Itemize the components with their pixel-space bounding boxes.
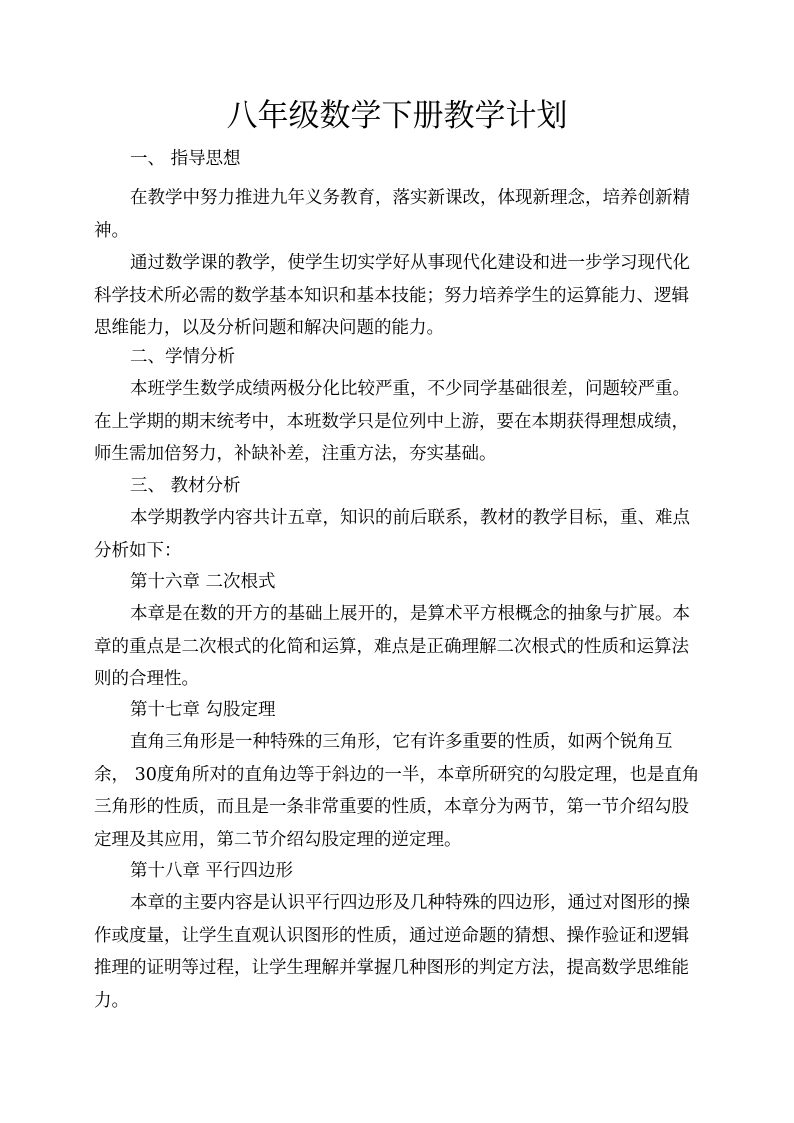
chapter-heading-18: 第十八章 平行四边形 bbox=[130, 861, 294, 881]
paragraph: 本章的主要内容是认识平行四边形及几种特殊的四边形，通过对图形的操作或度量，让学生直观认识图形的性质，通过逆命题的猜想、操作验证和逻辑推理的证明等过程，让学生理解并掌握几种图形的判定方法，提高数学思维能力。 bbox=[94, 893, 690, 1011]
chapter-heading-16: 第十六章 二次根式 bbox=[130, 572, 276, 592]
paragraph: 直角三角形是一种特殊的三角形，它有许多重要的性质，如两个锐角互余， 30度角所对的直角边等于斜边的一半，本章所研究的勾股定理，也是直角三角形的性质，而且是一条非常重要的性质，本章分为两节，第一节介绍勾股定理及其应用，第二节介绍勾股定理的逆定理。 bbox=[94, 732, 700, 850]
section-heading-guiding-ideas: 一、 指导思想 bbox=[130, 149, 241, 169]
document-title: 八年级数学下册教学计划 bbox=[226, 98, 568, 134]
section-heading-student-analysis: 二、学情分析 bbox=[130, 347, 235, 367]
chapter-heading-17: 第十七章 勾股定理 bbox=[130, 700, 276, 720]
paragraph: 本班学生数学成绩两极分化比较严重，不少同学基础很差，问题较严重。在上学期的期末统考中，本班数学只是位列中上游，要在本期获得理想成绩，师生需加倍努力，补缺补差，注重方法，夯实基础。 bbox=[94, 379, 690, 464]
paragraph: 本学期教学内容共计五章，知识的前后联系，教材的教学目标，重、难点分析如下： bbox=[94, 508, 690, 561]
paragraph: 在教学中努力推进九年义务教育，落实新课改，体现新理念，培养创新精神。 bbox=[94, 188, 690, 241]
section-heading-textbook-analysis: 三、 教材分析 bbox=[130, 476, 241, 496]
paragraph: 本章是在数的开方的基础上展开的，是算术平方根概念的抽象与扩展。本章的重点是二次根式的化简和运算，难点是正确理解二次根式的性质和运算法则的合理性。 bbox=[94, 604, 690, 689]
paragraph: 通过数学课的教学，使学生切实学好从事现代化建设和进一步学习现代化科学技术所必需的数学基本知识和基本技能；努力培养学生的运算能力、逻辑思维能力，以及分析问题和解决问题的能力。 bbox=[94, 253, 690, 338]
